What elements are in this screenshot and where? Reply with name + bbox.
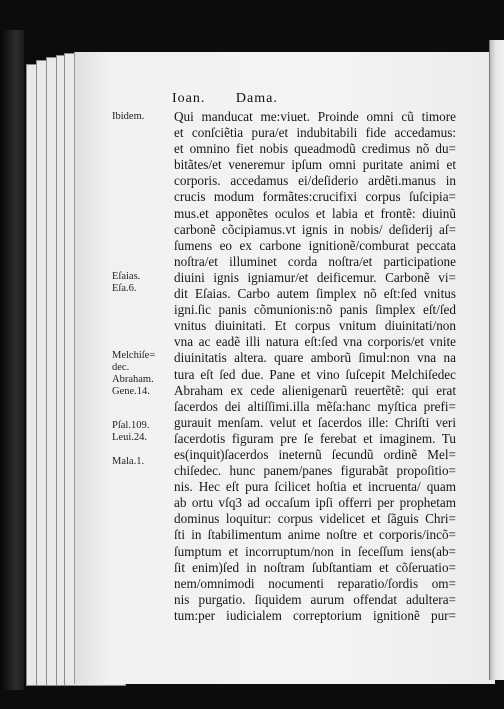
- running-head-left: Ioan.: [172, 91, 206, 106]
- book-binding: [0, 30, 24, 690]
- text-line: corporis. accedamus ei/deſiderio ardẽti.manus in: [174, 173, 456, 189]
- text-line: vnitus diuinitati. Et corpus vnitum diuinitati/non: [174, 318, 456, 334]
- text-line: tura eſt ſed due. Pane et vino ſuſcepit Melchiſedec: [174, 366, 456, 382]
- text-line: ab ortu vſq3 ad occaſum ipſi offerri per prophetam: [174, 495, 456, 511]
- margin-note-line: Ibidem.: [112, 111, 145, 122]
- text-line: bitãtes/et veneremur ipſum omni puritate animi et: [174, 157, 456, 173]
- text-line: et omnino fiet nobis queadmodũ credimus nõ du=: [174, 141, 456, 157]
- text-line: ſacerdotis figuram pre ſe ferebat et imaginem. Tu: [174, 430, 456, 446]
- margin-note-ibidem: [112, 111, 174, 123]
- running-head: [172, 91, 412, 107]
- text-line: ſit enim)ſed in noſtram ſubſtantiam et cõſeruatio=: [174, 559, 456, 575]
- text-line: ſti in ſtabilimentum anime noſtre et corporis/incõ=: [174, 527, 456, 543]
- text-line: ſumens eo ex carbone ignitionẽ/comburat peccata: [174, 237, 456, 253]
- text-line: Qui manducat me:viuet. Proinde omni cũ timore: [174, 109, 456, 124]
- text-line: tum:per iudicialem correptorium ignitionẽ pur=: [174, 607, 456, 623]
- text-line: igni.ſic panis cõmunionis:nõ panis ſimplex eſt/ſed: [174, 302, 456, 318]
- text-line: crucis modum formãtes:crucifixi corpus ſuſcipia=: [174, 189, 456, 205]
- text-line: chiſedec. hunc panem/panes figurabãt propoſitio=: [174, 463, 456, 479]
- margin-note-line: Gene.14.: [112, 386, 150, 397]
- margin-note-line: Abraham.: [112, 374, 154, 385]
- margin-note-esaias: [112, 271, 174, 295]
- text-line: Abraham ex cede alienigenarũ reuertẽtẽ: qui erat: [174, 382, 456, 398]
- main-text-block: [174, 109, 456, 624]
- text-line: vna ac eadẽ illi natura eſt:ſed vna corporis/et vnite: [174, 334, 456, 350]
- text-line: et conſciẽtia pura/et indubitabili fide accedamus:: [174, 125, 456, 141]
- text-line: es(inquit)ſacerdos ineternũ ſecundũ ordinẽ Mel=: [174, 446, 456, 462]
- margin-note-mala: [112, 456, 174, 468]
- text-line: nem/omnimodi nocumenti reparatio/ſordis om=: [174, 575, 456, 591]
- text-line: diuinitatis altera. quare amborũ ſimul:non vna na: [174, 350, 456, 366]
- margin-note-line: dec.: [112, 362, 130, 373]
- text-line: nis. Hec eſt pura ſcilicet hoſtia et incruenta/ quam: [174, 479, 456, 495]
- margin-note-line: Melchiſe=: [112, 350, 156, 361]
- margin-note-line: Eſa.6.: [112, 283, 137, 294]
- margin-note-line: Eſaias.: [112, 271, 141, 282]
- text-line: diuini ignis igniamur/et deificemur. Carbonẽ vi=: [174, 269, 456, 285]
- text-line: ſacerdos dei altiſſimi.illa mẽſa:hanc myſtica prefi=: [174, 398, 456, 414]
- margin-note-line: Pſal.109.: [112, 420, 150, 431]
- text-line: nis purgatio. ſiquidem aurum offendat adultera=: [174, 591, 456, 607]
- margin-note-psal-leui: [112, 420, 174, 444]
- running-head-right: Dama.: [235, 91, 278, 106]
- margin-note-line: Leui.24.: [112, 432, 147, 443]
- text-line: carbonẽ cõcipiamus.vt ignis in nobis/ deſiderij aſ=: [174, 221, 456, 237]
- text-line: mus.et apponẽtes oculos et labia et frontẽ: diuinũ: [174, 205, 456, 221]
- text-line: dit Eſaias. Carbo autem ſimplex nõ eſt:ſed vnitus: [174, 286, 456, 302]
- text-line: noſtra/et illuminet corda noſtra/et participatione: [174, 253, 456, 269]
- margin-note-line: Mala.1.: [112, 456, 145, 467]
- text-line: gurauit menſam. velut et ſacerdos ille: Chriſti veri: [174, 414, 456, 430]
- margin-note-melchisedec: [112, 350, 174, 398]
- facing-page-edge: [489, 40, 504, 680]
- text-line: ſumptum et incorruptum/non in ſeceſſum iens(ab=: [174, 543, 456, 559]
- text-line: dominus loquitur: corpus videlicet et ſãguis Chri=: [174, 511, 456, 527]
